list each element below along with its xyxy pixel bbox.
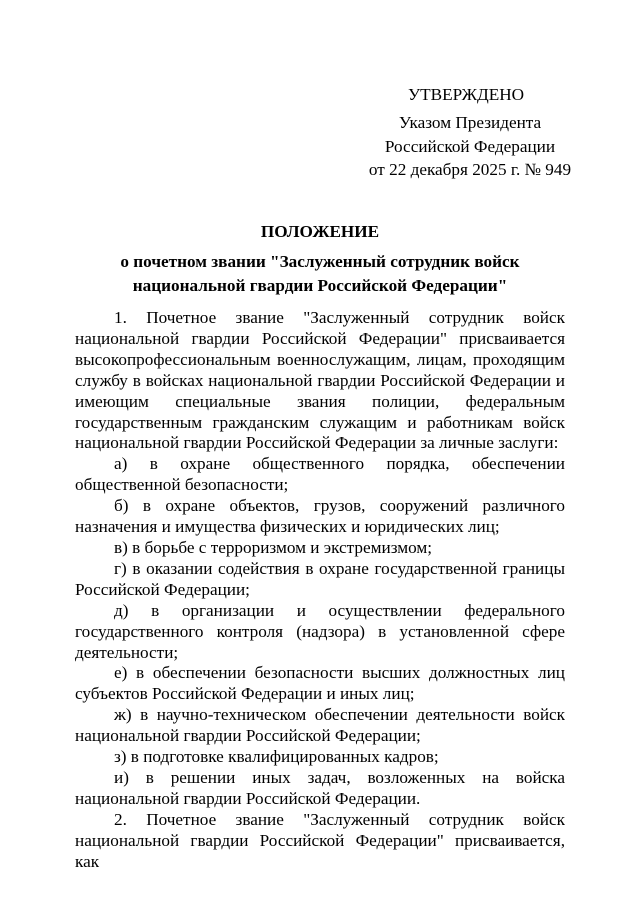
- list-item-e: е) в обеспечении безопасности высших должностных лиц субъектов Российской Федерации и иных лиц;: [75, 663, 565, 704]
- list-item-d: д) в организации и осуществлении федерального государственного контроля (надзора) в установленной сфере деятельности;: [75, 600, 565, 662]
- country-label: Российской Федерации: [384, 136, 556, 156]
- approval-stamp: [360, 83, 580, 182]
- decree-label: Указом Президента: [398, 112, 542, 132]
- list-item-v: в) в борьбе с терроризмом и экстремизмом;: [114, 537, 433, 557]
- list-item-i: и) в решении иных задач, возложенных на войска национальной гвардии Российской Федерации.: [75, 767, 565, 808]
- document-subtitle-line-1: о почетном звании "Заслуженный сотрудник войск: [120, 251, 520, 271]
- paragraph-2: 2. Почетное звание "Заслуженный сотрудник войск национальной гвардии Российской Федерации" присваивается, как: [75, 809, 565, 871]
- list-item-zh: ж) в научно-техническом обеспечении деятельности войск национальной гвардии Российской Федерации;: [75, 705, 565, 746]
- decree-date-number: от 22 декабря 2025 г. № 949: [368, 160, 572, 180]
- list-item-z: з) в подготовке квалифицированных кадров;: [114, 747, 439, 767]
- list-item-a: а) в охране общественного порядка, обеспечении общественной безопасности;: [75, 454, 565, 495]
- document-heading: [75, 220, 565, 297]
- list-item-g: г) в оказании содействия в охране государственной границы Российской Федерации;: [75, 558, 565, 599]
- approved-label: УТВЕРЖДЕНО: [408, 85, 525, 104]
- paragraph-1: 1. Почетное звание "Заслуженный сотрудник войск национальной гвардии Российской Федерации" присваивается высокопрофессиональным военнослужащим, лицам, проходящим службу в войсках национальной гвардии Российской Федерации и имеющим специальные звания полиции, федеральным государственным гражданским служащим и работникам войск национальной гвардии Российской Федерации за личные заслуги:: [75, 308, 565, 453]
- list-item-b: б) в охране объектов, грузов, сооружений различного назначения и имущества физических и юридических лиц;: [75, 496, 565, 537]
- document-title: ПОЛОЖЕНИЕ: [260, 222, 380, 241]
- document-body: [75, 308, 565, 872]
- document-subtitle-line-2: национальной гвардии Российской Федерации": [132, 275, 508, 295]
